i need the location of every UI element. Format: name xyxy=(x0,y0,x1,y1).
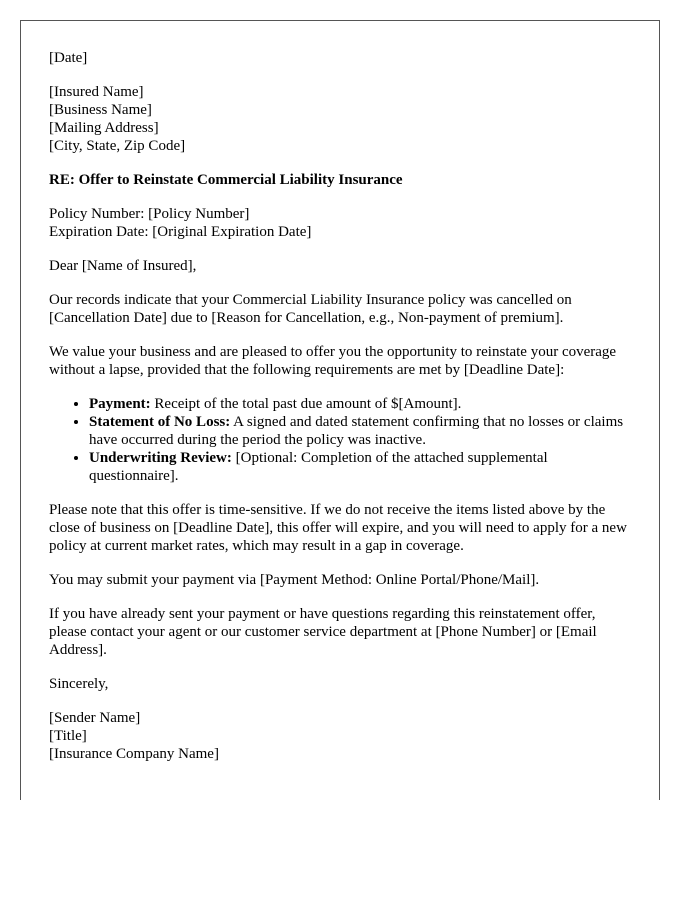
recipient-business-name: [Business Name] xyxy=(49,102,152,118)
policy-number: Policy Number: [Policy Number] xyxy=(49,206,250,222)
letter-page xyxy=(20,20,660,800)
letter-content xyxy=(49,49,629,779)
expiration-date: Expiration Date: [Original Expiration Date] xyxy=(49,224,312,240)
requirement-text: A signed and dated statement confirming that no losses or claims have occurred during the period the policy was inactive. xyxy=(89,414,624,448)
requirement-text: [Optional: Completion of the attached supplemental questionnaire]. xyxy=(89,450,548,484)
paragraph-cancellation: Our records indicate that your Commercial Liability Insurance policy was cancelled on [Cancellation Date] due to [Reason for Cancellation, e.g., Non-payment of premium]. xyxy=(49,292,572,326)
signature-block xyxy=(49,709,629,763)
letter-date: [Date] xyxy=(49,50,88,66)
requirement-text: Receipt of the total past due amount of $[Amount]. xyxy=(150,396,462,412)
sender-title: [Title] xyxy=(49,728,87,744)
paragraph-offer: We value your business and are pleased to offer you the opportunity to reinstate your coverage without a lapse, provided that the following requirements are met by [Deadline Date]: xyxy=(49,344,617,378)
requirement-label: Payment: xyxy=(89,396,151,412)
recipient-insured-name: [Insured Name] xyxy=(49,84,144,100)
requirement-label: Statement of No Loss: xyxy=(89,414,231,430)
salutation: Dear [Name of Insured], xyxy=(49,258,197,274)
requirement-no-loss xyxy=(89,413,629,449)
recipient-address xyxy=(49,83,629,155)
paragraph-payment-method: You may submit your payment via [Payment Method: Online Portal/Phone/Mail]. xyxy=(49,572,540,588)
requirement-payment xyxy=(89,395,629,413)
closing: Sincerely, xyxy=(49,676,109,692)
requirement-underwriting xyxy=(89,449,629,485)
paragraph-deadline-notice: Please note that this offer is time-sensitive. If we do not receive the items listed above by the close of business on [Deadline Date], this offer will expire, and you will need to apply for a new policy at current market rates, which may result in a gap in coverage. xyxy=(49,502,627,554)
sender-name: [Sender Name] xyxy=(49,710,141,726)
requirements-list xyxy=(49,395,629,485)
sender-company: [Insurance Company Name] xyxy=(49,746,219,762)
recipient-city-state-zip: [City, State, Zip Code] xyxy=(49,138,186,154)
policy-details xyxy=(49,205,629,241)
requirement-label: Underwriting Review: xyxy=(89,450,232,466)
paragraph-contact: If you have already sent your payment or have questions regarding this reinstatement offer, please contact your agent or our customer service department at [Phone Number] or [Email Address]. xyxy=(49,606,597,658)
subject-line: RE: Offer to Reinstate Commercial Liability Insurance xyxy=(49,172,403,188)
recipient-mailing-address: [Mailing Address] xyxy=(49,120,159,136)
